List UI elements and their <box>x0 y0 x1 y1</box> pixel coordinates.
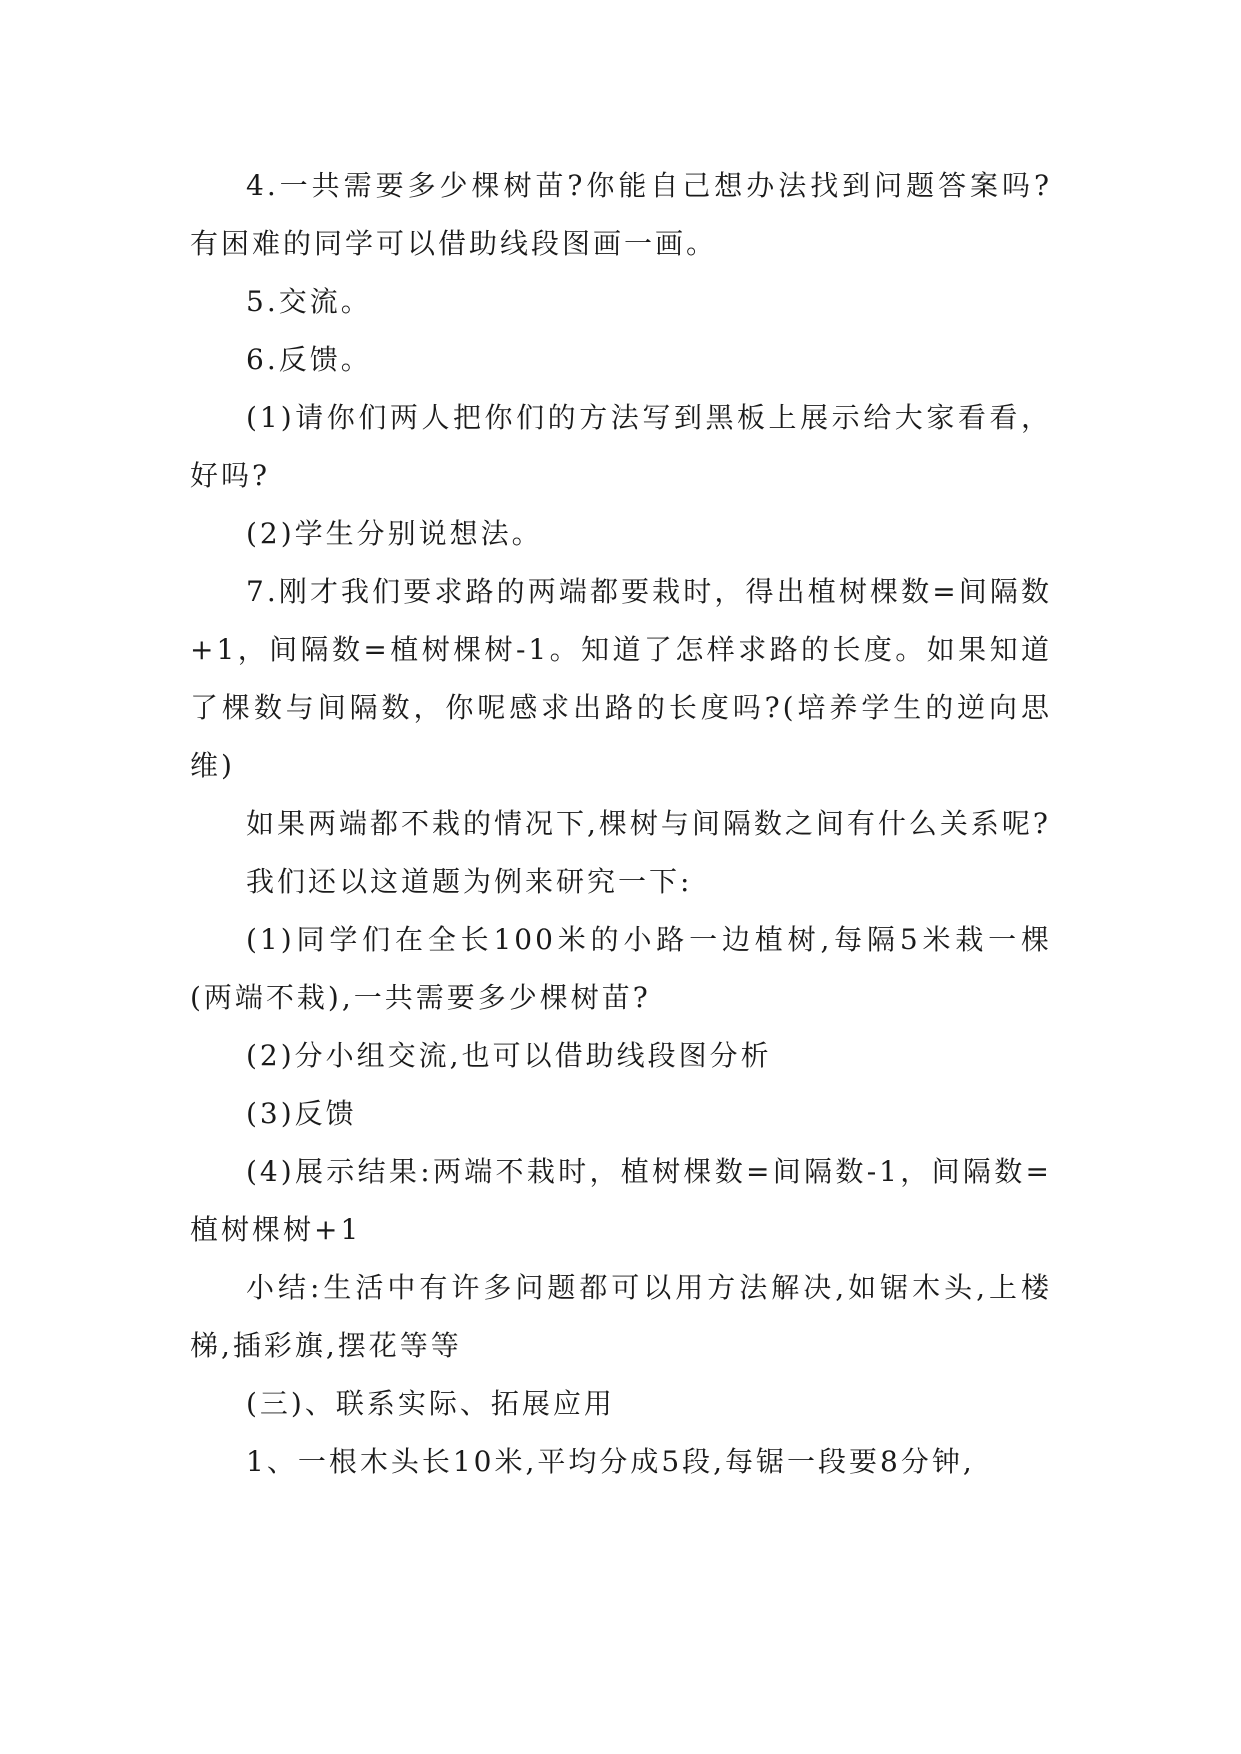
paragraph: 5.交流。 <box>246 285 372 318</box>
paragraph: 7.刚才我们要求路的两端都要栽时，得出植树棵数=间隔数+1，间隔数=植树棵树-1。知道了怎样求路的长度。如果知道了棵数与间隔数，你呢感求出路的长度吗?(培养学生的逆向思维) <box>190 575 1052 782</box>
paragraph: 6.反馈。 <box>246 343 372 376</box>
paragraph: (4)展示结果:两端不栽时，植树棵数=间隔数-1，间隔数=植树棵树+1 <box>190 1155 1052 1246</box>
paragraph: (3)反馈 <box>246 1097 357 1130</box>
paragraph: (1)请你们两人把你们的方法写到黑板上展示给大家看看，好吗? <box>190 401 1052 492</box>
paragraph: (1)同学们在全长100米的小路一边植树,每隔5米栽一棵(两端不栽),一共需要多少棵树苗? <box>190 923 1052 1014</box>
paragraph: (2)学生分别说想法。 <box>246 517 543 550</box>
paragraph: (2)分小组交流,也可以借助线段图分析 <box>246 1039 772 1072</box>
paragraph: 我们还以这道题为例来研究一下: <box>246 865 693 898</box>
paragraph: 小结:生活中有许多问题都可以用方法解决,如锯木头,上楼梯,插彩旗,摆花等等 <box>190 1271 1052 1362</box>
paragraph: 如果两端都不栽的情况下,棵树与间隔数之间有什么关系呢? <box>246 807 1051 840</box>
paragraph: (三)、联系实际、拓展应用 <box>246 1387 615 1420</box>
document-body <box>190 157 1052 1491</box>
paragraph: 4.一共需要多少棵树苗?你能自己想办法找到问题答案吗?有困难的同学可以借助线段图画一画。 <box>190 169 1052 260</box>
paragraph: 1、一根木头长10米,平均分成5段,每锯一段要8分钟, <box>246 1445 975 1478</box>
